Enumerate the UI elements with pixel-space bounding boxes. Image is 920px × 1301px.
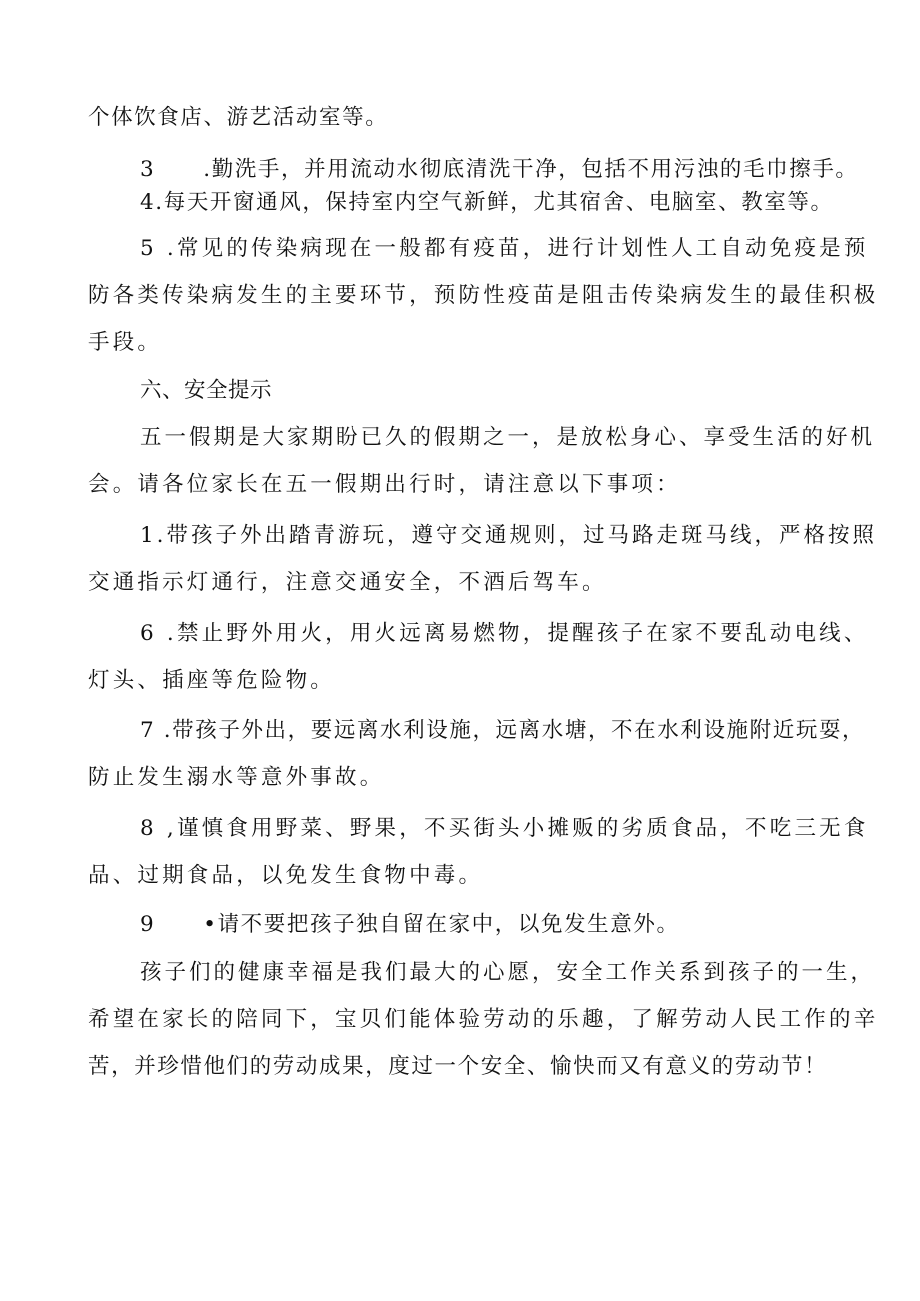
paragraph-line: 会。请各位家长在五一假期出行时，请注意以下事项：	[88, 472, 681, 497]
paragraph-line: 灯头、插座等危险物。	[88, 668, 336, 693]
safety-item-8: 8 ,谨慎食用野菜、野果，不买街头小摊贩的劣质食品，不吃三无食	[140, 816, 869, 841]
safety-item-7: 7 .带孩子外出，要远离水利设施，远离水塘，不在水利设施附近玩耍，	[140, 718, 866, 743]
section-heading: 六、安全提示	[140, 378, 273, 403]
list-item-4: 4.每天开窗通风，保持室内空气新鲜，尤其宿舍、电脑室、教室等。	[140, 190, 834, 215]
safety-item-1: 1.带孩子外出踏青游玩，遵守交通规则，过马路走斑马线，严格按照	[140, 523, 878, 548]
list-item-number: 9	[140, 912, 156, 937]
safety-item-9	[140, 911, 680, 939]
paragraph-line: 个体饮食店、游艺活动室等。	[88, 105, 389, 130]
paragraph-line: 希望在家长的陪同下，宝贝们能体验劳动的乐趣，了解劳动人民工作的辛	[88, 1007, 879, 1032]
closing-paragraph: 孩子们的健康幸福是我们最大的心愿，安全工作关系到孩子的一生，	[140, 960, 876, 985]
paragraph-line: 交通指示灯通行，注意交通安全，不酒后驾车。	[88, 570, 607, 595]
safety-item-6: 6 .禁止野外用火，用火远离易燃物，提醒孩子在家不要乱动电线、	[140, 621, 869, 646]
list-item-3	[140, 156, 859, 184]
paragraph-line: 手段。	[88, 330, 163, 355]
list-item-number: 3	[140, 157, 156, 182]
paragraph-line: 防各类传染病发生的主要环节，预防性疫苗是阻击传染病发生的最佳积极	[88, 283, 879, 308]
paragraph-line: 苦，并珍惜他们的劳动成果，度过一个安全、愉快而又有意义的劳动节！	[88, 1054, 828, 1079]
list-item-text: •请不要把孩子独自留在家中，以免发生意外。	[203, 912, 680, 937]
paragraph-line: 防止发生溺水等意外事故。	[88, 765, 385, 790]
paragraph-line: 品、过期食品，以免发生食物中毒。	[88, 863, 484, 888]
intro-paragraph: 五一假期是大家期盼已久的假期之一，是放松身心、享受生活的好机	[140, 425, 876, 450]
list-item-text: .勤洗手，并用流动水彻底清洗干净，包括不用污浊的毛巾擦手。	[203, 157, 859, 182]
list-item-5: 5 .常见的传染病现在一般都有疫苗，进行计划性人工自动免疫是预	[140, 236, 869, 261]
